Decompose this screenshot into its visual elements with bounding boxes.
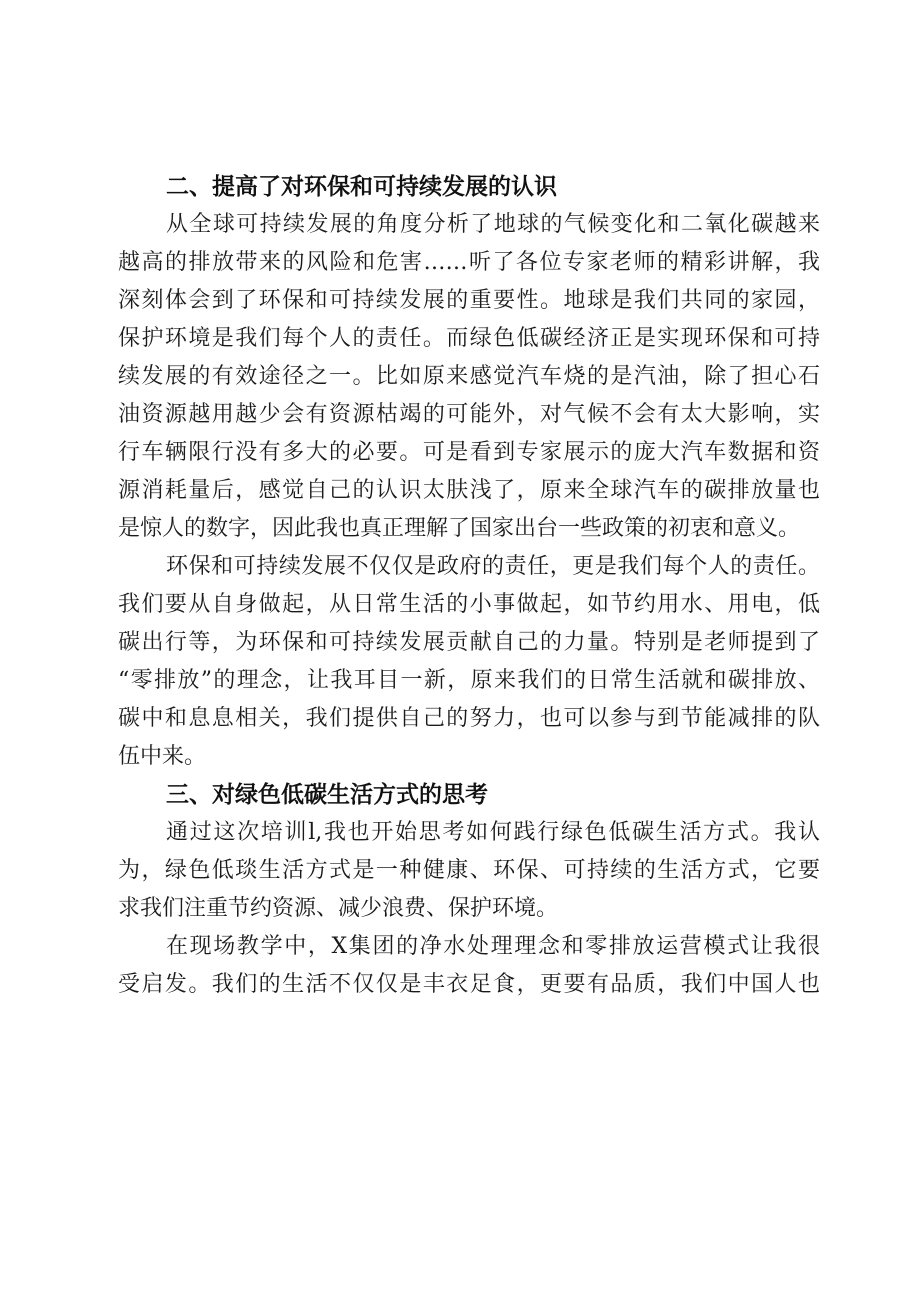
text-line: 伍中来。	[118, 744, 207, 769]
section-3-heading: 三、对绿色低碳生活方式的思考	[166, 782, 488, 808]
text-line: 续发展的有效途径之一。比如原来感觉汽车烧的是汽油，除了担心石	[118, 364, 820, 389]
text-line: 油资源越用越少会有资源枯竭的可能外，对气候不会有太大影响，实	[118, 402, 820, 427]
text-line: 环保和可持续发展不仅仅是政府的责任，更是我们每个人的责任。	[166, 554, 820, 579]
section-2-paragraph-2	[118, 548, 820, 776]
section-2-heading: 二、提高了对环保和可持续发展的认识	[166, 174, 557, 200]
text-line: 碳出行等，为环保和可持续发展贡献自己的力量。特别是老师提到了	[118, 630, 820, 655]
section-3-paragraph-2	[118, 928, 820, 1004]
text-line: 从全球可持续发展的角度分析了地球的气候变化和二氧化碳越来	[166, 212, 820, 237]
text-line: 源消耗量后，感觉自己的认识太肤浅了，原来全球汽车的碳排放量也	[118, 478, 820, 503]
text-line: 在现场教学中，X集团的净水处理理念和零排放运营模式让我很	[166, 934, 820, 959]
text-line: 行车辆限行没有多大的必要。可是看到专家展示的庞大汽车数据和资	[118, 440, 820, 465]
text-line: 碳中和息息相关，我们提供自己的努力，也可以参与到节能减排的队	[118, 706, 820, 731]
text-line: 保护环境是我们每个人的责任。而绿色低碳经济正是实现环保和可持	[118, 326, 820, 351]
text-line: 为，绿色低琰生活方式是一种健康、环保、可持续的生活方式，它要	[118, 858, 820, 883]
text-line: 求我们注重节约资源、减少浪费、保护环境。	[118, 896, 559, 921]
text-line: 通过这次培训l,我也开始思考如何践行绿色低碳生活方式。我认	[166, 820, 820, 845]
text-line: 受启发。我们的生活不仅仅是丰衣足食，更要有品质，我们中国人也	[118, 972, 820, 997]
text-line: 是惊人的数字，因此我也真正理解了国家出台一些政策的初衷和意义。	[118, 516, 801, 541]
text-line: 越高的排放带来的风险和危害……听了各位专家老师的精彩讲解，我	[118, 250, 820, 275]
document-body	[118, 168, 820, 1004]
text-line: 我们要从自身做起，从日常生活的小事做起，如节约用水、用电，低	[118, 592, 820, 617]
text-line: “零排放”的理念，让我耳目一新，原来我们的日常生活就和碳排放、	[118, 668, 820, 693]
section-2-paragraph-1	[118, 206, 820, 548]
section-3-paragraph-1	[118, 814, 820, 928]
text-line: 深刻体会到了环保和可持续发展的重要性。地球是我们共同的家园，	[118, 288, 820, 313]
